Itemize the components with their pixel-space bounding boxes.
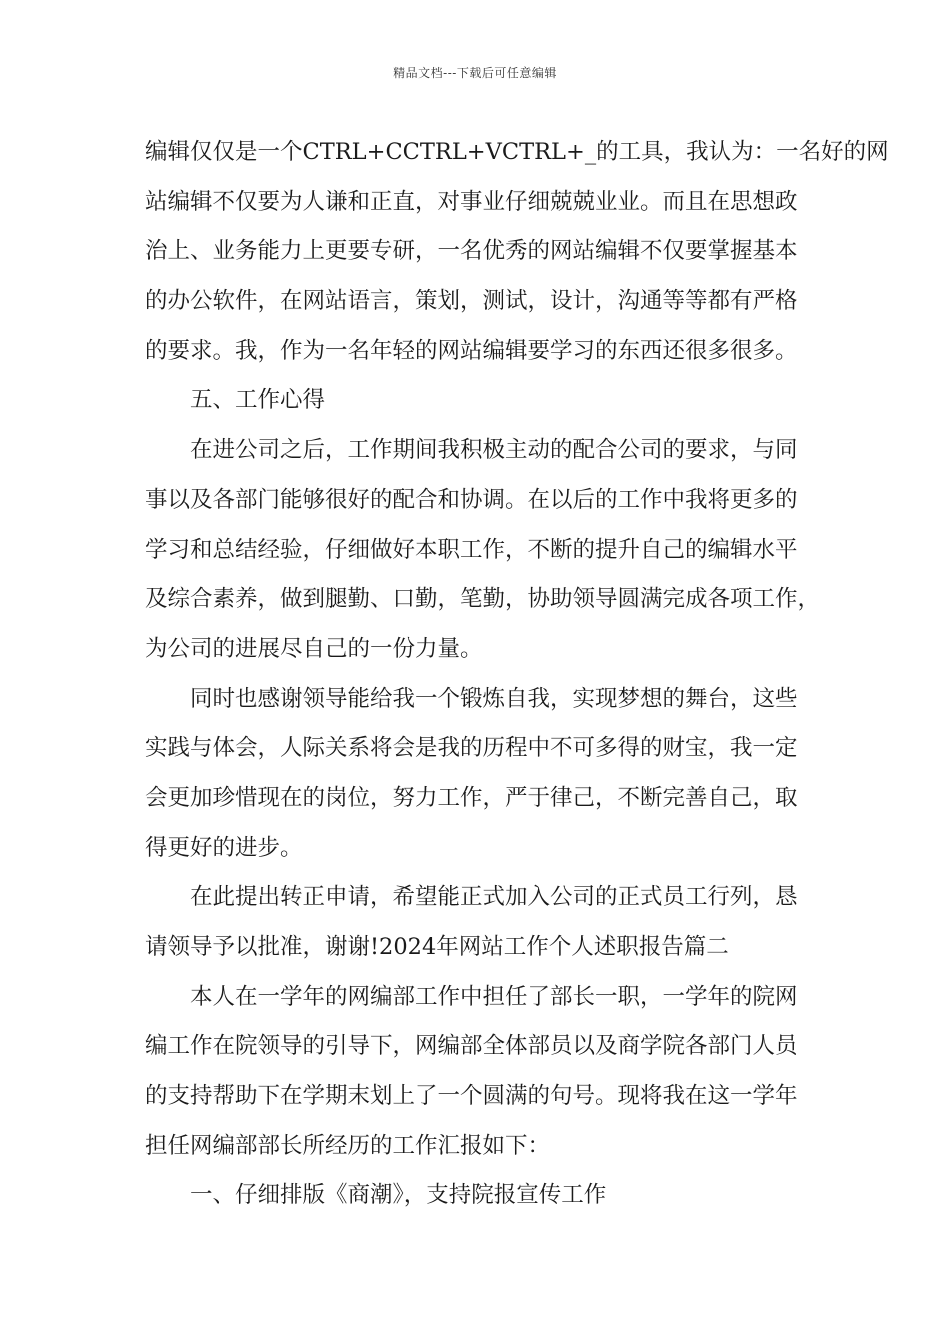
text-line: 会更加珍惜现在的岗位，努力工作，严于律己，不断完善自己，取	[145, 784, 798, 811]
text-line: 本人在一学年的网编部工作中担任了部长一职，一学年的院网	[190, 983, 798, 1010]
text-line: 请领导予以批准，谢谢!2024年网站工作个人述职报告篇二	[145, 934, 729, 960]
page-header: 精品文档---下载后可任意编辑	[393, 66, 557, 80]
text-line: 在进公司之后，工作期间我积极主动的配合公司的要求，与同	[190, 437, 798, 464]
text-line: 一、仔细排版《商潮》，支持院报宣传工作	[190, 1182, 607, 1209]
document-body	[145, 128, 889, 1221]
text-line: 实践与体会，人际关系将会是我的历程中不可多得的财宝，我一定	[145, 735, 798, 762]
text-line: 担任网编部部长所经历的工作汇报如下：	[145, 1132, 551, 1159]
text-line: 五、工作心得	[190, 387, 326, 414]
text-line: 的要求。我，作为一名年轻的网站编辑要学习的东西还很多很多。	[145, 337, 798, 364]
text-line: 事以及各部门能够很好的配合和协调。在以后的工作中我将更多的	[145, 486, 798, 513]
text-line: 的办公软件，在网站语言，策划，测试，设计，沟通等等都有严格	[145, 288, 798, 315]
text-line: 在此提出转正申请，希望能正式加入公司的正式员工行列，恳	[190, 884, 798, 911]
text-line: 编工作在院领导的引导下，网编部全体部员以及商学院各部门人员	[145, 1033, 798, 1060]
text-line: 学习和总结经验，仔细做好本职工作，不断的提升自己的编辑水平	[145, 536, 798, 563]
text-line: 为公司的进展尽自己的一份力量。	[145, 635, 483, 662]
text-line: 编辑仅仅是一个CTRL+CCTRL+VCTRL+_的工具，我认为：一名好的网	[145, 139, 889, 165]
text-line: 站编辑不仅要为人谦和正直，对事业仔细兢兢业业。而且在思想政	[145, 188, 798, 215]
text-line: 的支持帮助下在学期末划上了一个圆满的句号。现将我在这一学年	[145, 1083, 798, 1110]
text-line: 及综合素养，做到腿勤、口勤，笔勤，协助领导圆满完成各项工作，	[145, 586, 821, 613]
text-line: 同时也感谢领导能给我一个锻炼自我，实现梦想的舞台，这些	[190, 685, 798, 712]
text-line: 治上、业务能力上更要专研，一名优秀的网站编辑不仅要掌握基本	[145, 238, 798, 265]
text-line: 得更好的进步。	[145, 834, 303, 861]
